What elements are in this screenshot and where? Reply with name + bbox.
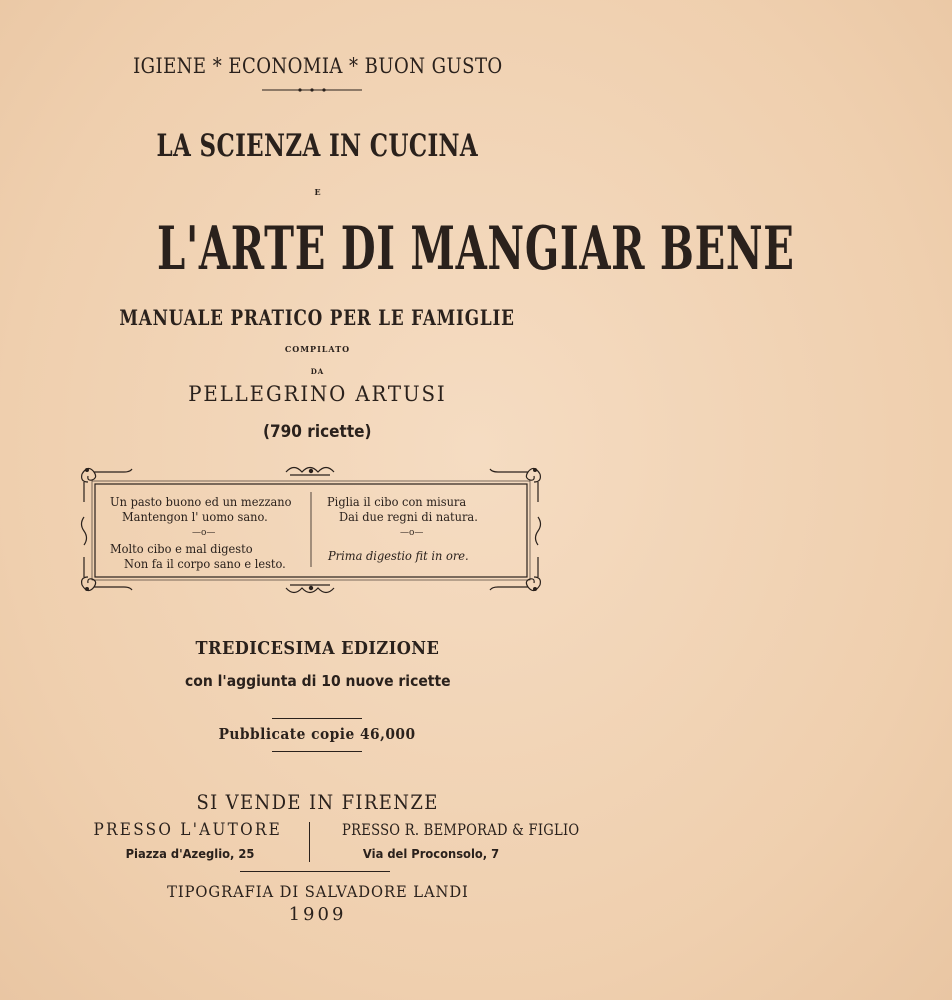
author-name: PELLEGRINO ARTUSI bbox=[188, 382, 447, 406]
edition-addition: con l'aggiunta di 10 nuove ricette bbox=[184, 672, 451, 690]
publisher-bemporad-name: PRESSO R. BEMPORAD & FIGLIO bbox=[342, 820, 580, 839]
edition-label: TREDICESIMA EDIZIONE bbox=[195, 638, 440, 659]
by-label: DA bbox=[310, 367, 325, 376]
title-conjunction: E bbox=[314, 187, 321, 197]
publisher-bemporad bbox=[316, 820, 580, 861]
copies-rule-bottom bbox=[272, 751, 362, 752]
publisher-bemporad-address: Via del Proconsolo, 7 bbox=[362, 846, 500, 861]
publisher-author-address: Piazza d'Azeglio, 25 bbox=[126, 846, 255, 861]
publisher-author-name: PRESSO L'AUTORE bbox=[93, 820, 282, 840]
proverb-right-divider: —o— bbox=[400, 528, 424, 538]
proverb-right-top: Piglia il cibo con misura Dai due regni di natura. bbox=[327, 495, 478, 524]
title-line-1: LA SCIENZA IN CUCINA bbox=[156, 128, 479, 164]
motto-line: IGIENE * ECONOMIA * BUON GUSTO bbox=[132, 54, 503, 78]
publisher-divider bbox=[309, 822, 310, 862]
compiled-label: COMPILATO bbox=[284, 344, 351, 354]
subtitle: MANUALE PRATICO PER LE FAMIGLIE bbox=[119, 305, 516, 330]
header-ornament-rule bbox=[262, 88, 362, 92]
sold-in-line: SI VENDE IN FIRENZE bbox=[196, 790, 439, 814]
proverb-left-bottom: Molto cibo e mal digesto Non fa il corpo sano e lesto. bbox=[110, 542, 286, 571]
proverb-right-bottom: Prima digestio fit in ore. bbox=[328, 549, 469, 563]
publisher-author bbox=[70, 820, 305, 861]
proverb-left-divider: —o— bbox=[192, 528, 216, 538]
copies-printed: Pubblicate copie 46,000 bbox=[219, 725, 416, 743]
printer-rule bbox=[240, 871, 390, 872]
copies-rule-top bbox=[272, 718, 362, 719]
proverbs-frame bbox=[78, 462, 544, 597]
proverb-left-top: Un pasto buono ed un mezzano Mantengon l' uomo sano. bbox=[110, 495, 292, 524]
main-title: L'ARTE DI MANGIAR BENE bbox=[157, 214, 795, 284]
publication-year: 1909 bbox=[288, 904, 347, 925]
recipe-count: (790 ricette) bbox=[263, 422, 372, 442]
printer-line: TIPOGRAFIA DI SALVADORE LANDI bbox=[166, 882, 469, 901]
